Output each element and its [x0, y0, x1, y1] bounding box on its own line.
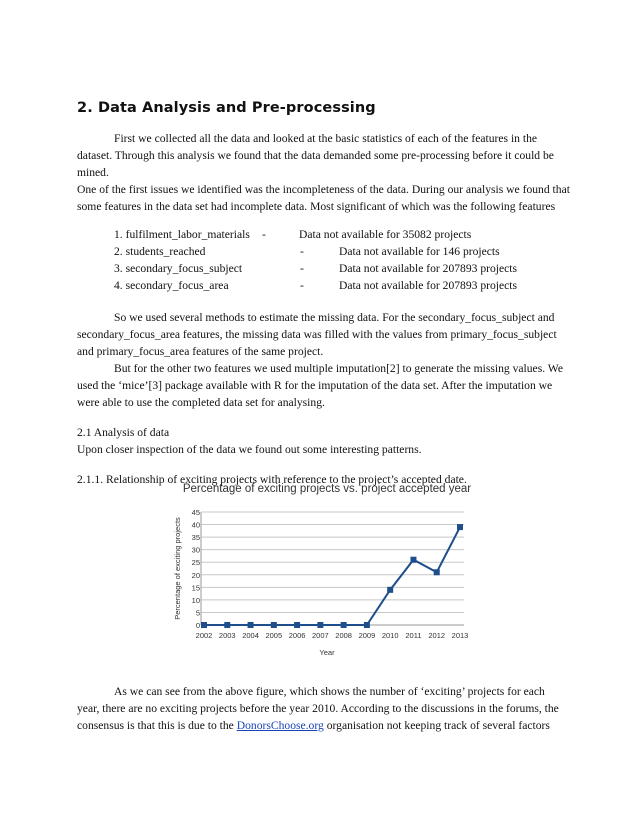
y-tick-label: 5 — [195, 608, 200, 618]
feature-desc: Data not available for 207893 projects — [339, 279, 518, 292]
paragraph-line: But for the other two features we used multiple imputation[2] to generate the missing values. We — [114, 362, 563, 375]
y-tick-label: 30 — [191, 545, 200, 555]
paragraph-text: consensus is that this is due to the — [77, 719, 237, 732]
feature-dash: - — [300, 262, 304, 275]
feature-dash: - — [262, 228, 266, 241]
feature-desc: Data not available for 207893 projects — [339, 262, 518, 275]
paragraph-line: dataset. Through this analysis we found that the data demanded some pre-processing before it could be — [77, 149, 554, 162]
x-tick-label: 2006 — [288, 631, 306, 640]
y-tick-label: 25 — [191, 558, 200, 568]
x-axis-label: Year — [319, 648, 335, 657]
feature-name: 2. students_reached — [114, 245, 206, 258]
paragraph-line: and primary_focus_area features of the same project. — [77, 345, 324, 358]
data-point — [387, 587, 393, 593]
x-tick-label: 2010 — [381, 631, 399, 640]
data-point — [248, 622, 254, 628]
y-tick-label: 40 — [191, 520, 200, 530]
data-point — [294, 622, 300, 628]
x-tick-label: 2004 — [242, 631, 259, 640]
series-line — [204, 527, 460, 625]
paragraph-text: organisation not keeping track of several factors — [323, 719, 550, 732]
paragraph-line: One of the first issues we identified was the incompleteness of the data. During our analysis we found that — [77, 183, 570, 196]
x-tick-label: 2009 — [358, 631, 376, 640]
feature-name: 4. secondary_focus_area — [114, 279, 229, 292]
paragraph-line: were able to use the completed data set for analysing. — [77, 396, 325, 409]
paragraph-line — [77, 717, 550, 734]
x-tick-label: 2002 — [195, 631, 213, 640]
y-tick-label: 15 — [191, 583, 200, 593]
feature-dash: - — [300, 245, 304, 258]
feature-name: 3. secondary_focus_subject — [114, 262, 243, 275]
data-point — [434, 569, 440, 575]
x-tick-label: 2012 — [428, 631, 446, 640]
subsection-title: 2.1 Analysis of data — [77, 426, 170, 439]
chart-title: Percentage of exciting projects vs. project accepted year — [182, 483, 472, 495]
data-point — [317, 622, 323, 628]
paragraph-line: some features in the data set had incomplete data. Most significant of which was the following features — [77, 200, 556, 213]
paragraph-line: As we can see from the above figure, which shows the number of ‘exciting’ projects for each — [114, 685, 545, 698]
subsection-text: Upon closer inspection of the data we found out some interesting patterns. — [77, 443, 422, 456]
y-tick-label: 10 — [191, 595, 200, 605]
paragraph-line: used the ‘mice’[3] package available with R for the imputation of the data set. After the imputation we — [77, 379, 553, 392]
donorschoose-link[interactable]: DonorsChoose.org — [236, 719, 324, 732]
y-tick-label: 20 — [191, 570, 200, 580]
line-chart — [170, 476, 475, 661]
feature-name: 1. fulfilment_labor_materials — [114, 228, 250, 241]
x-tick-label: 2003 — [218, 631, 236, 640]
feature-desc: Data not available for 35082 projects — [299, 228, 472, 241]
y-axis-label: Percentage of exciting projects — [173, 517, 182, 620]
x-tick-label: 2008 — [335, 631, 352, 640]
data-point — [224, 622, 230, 628]
x-tick-label: 2013 — [451, 631, 469, 640]
paragraph-line: secondary_focus_area features, the missing data was filled with the values from primary_focus_subject — [77, 328, 557, 341]
paragraph-line: So we used several methods to estimate the missing data. For the secondary_focus_subject and — [114, 311, 555, 324]
y-tick-label: 45 — [191, 508, 200, 517]
data-point — [271, 622, 277, 628]
paragraph-line: year, there are no exciting projects before the year 2010. According to the discussions in the forums, the — [77, 702, 559, 715]
data-point — [410, 557, 416, 563]
data-point — [201, 622, 207, 628]
paragraph-line: First we collected all the data and looked at the basic statistics of each of the features in the — [114, 132, 538, 145]
feature-desc: Data not available for 146 projects — [339, 245, 500, 258]
x-tick-label: 2011 — [405, 631, 422, 640]
feature-dash: - — [300, 279, 304, 292]
data-point — [457, 524, 463, 530]
x-tick-label: 2007 — [312, 631, 329, 640]
y-tick-label: 0 — [195, 621, 200, 630]
x-tick-label: 2005 — [265, 631, 283, 640]
y-tick-label: 35 — [191, 533, 200, 543]
subsubsection-title: 2.1.1. Relationship of exciting projects with reference to the project’s accepted date. — [77, 473, 467, 486]
paragraph-line: mined. — [77, 166, 109, 179]
section-title: 2. Data Analysis and Pre-processing — [77, 100, 376, 116]
data-point — [341, 622, 347, 628]
data-point — [364, 622, 370, 628]
